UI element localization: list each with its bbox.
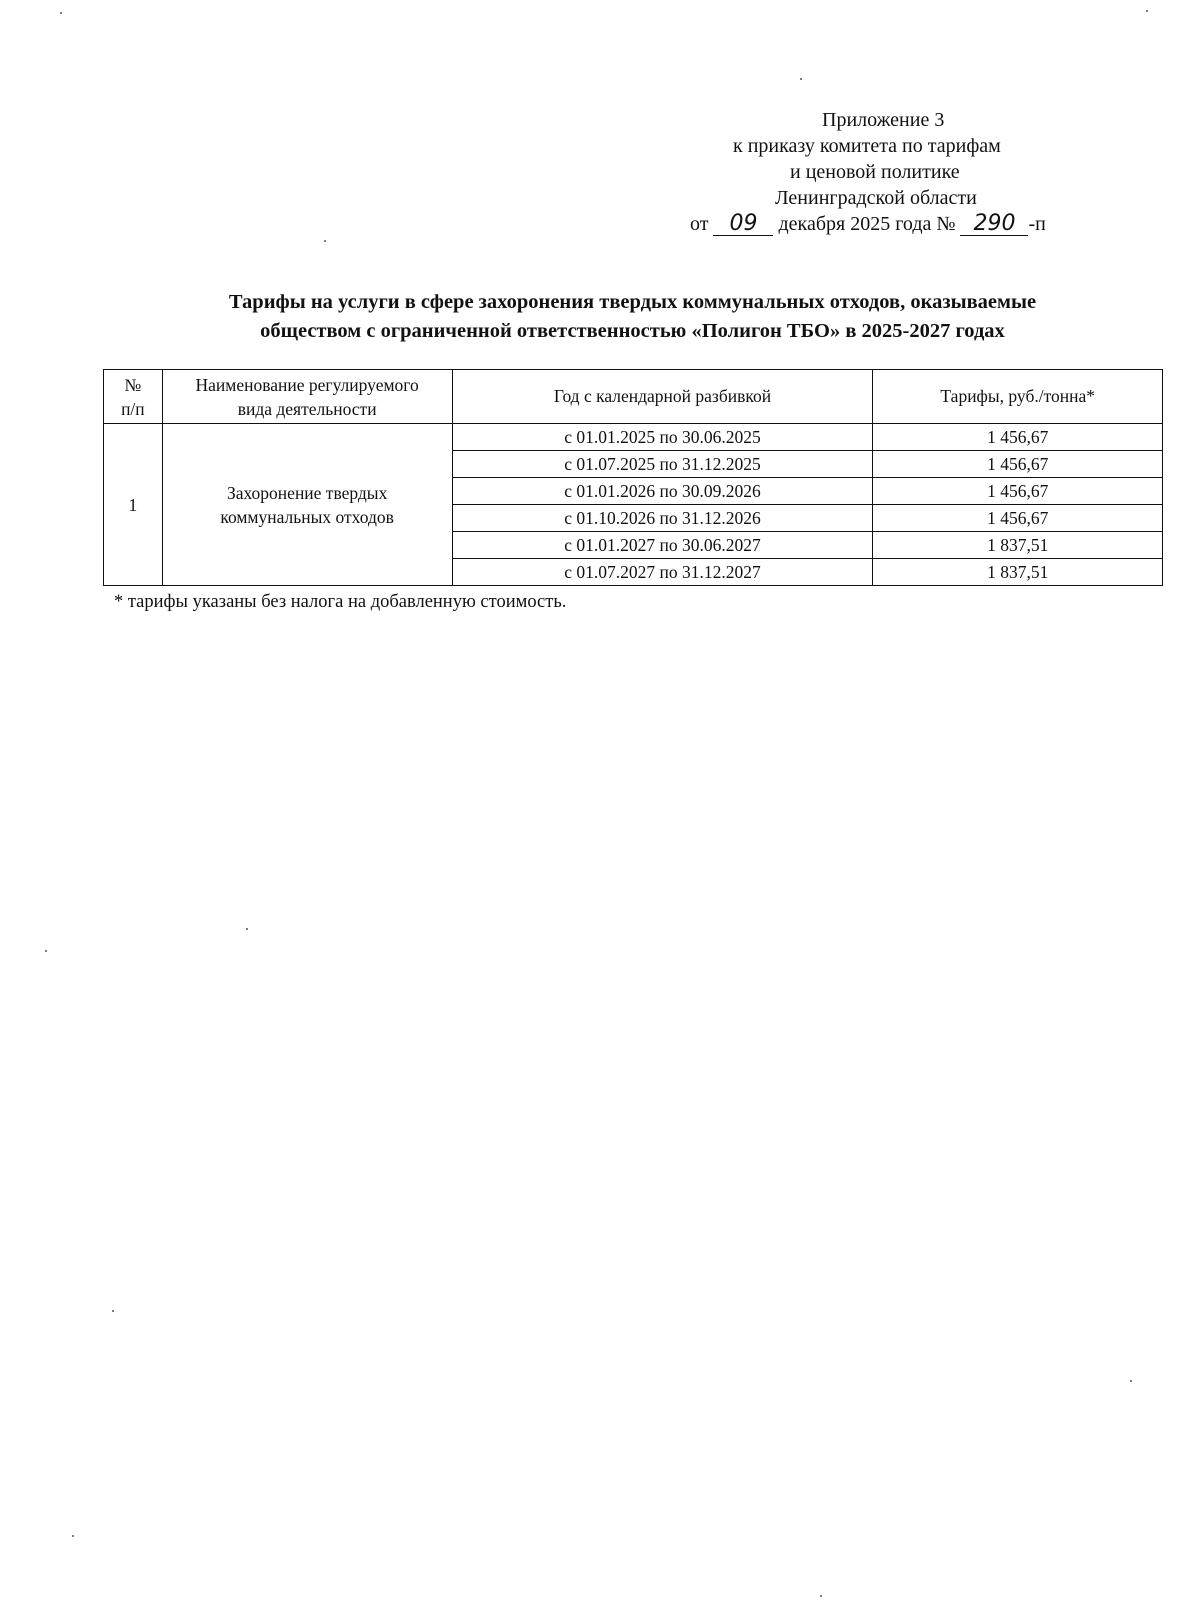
header-activity-line1: Наименование регулируемого <box>195 374 419 395</box>
activity-line2: коммунальных отходов <box>220 506 394 527</box>
scan-speck <box>246 928 248 930</box>
tariff-cell: 1 456,67 <box>873 505 1163 532</box>
header-tariff: Тарифы, руб./тонна* <box>873 370 1163 424</box>
scan-speck <box>60 12 62 14</box>
vat-footnote: * тарифы указаны без налога на добавленную стоимость. <box>114 592 567 612</box>
period-cell: с 01.07.2025 по 31.12.2025 <box>452 451 873 478</box>
table-row <box>104 424 1163 451</box>
row-number: 1 <box>104 424 163 586</box>
scan-speck <box>1146 10 1148 12</box>
tariff-table <box>103 369 1163 586</box>
period-cell: с 01.01.2026 по 30.09.2026 <box>452 478 873 505</box>
order-date-number <box>690 211 1046 237</box>
document-title <box>100 288 1165 346</box>
scan-speck <box>820 1595 822 1597</box>
header-number <box>104 370 163 424</box>
order-day-handwritten: 09 <box>713 213 773 236</box>
tariff-cell: 1 456,67 <box>873 424 1163 451</box>
order-number-handwritten: 290 <box>960 213 1028 236</box>
tariff-cell: 1 456,67 <box>873 478 1163 505</box>
header-period: Год с календарной разбивкой <box>452 370 873 424</box>
order-middle: декабря 2025 года № <box>778 213 956 235</box>
region-line: Ленинградской области <box>775 187 977 209</box>
tariff-cell: 1 837,51 <box>873 532 1163 559</box>
order-reference: к приказу комитета по тарифам <box>733 135 1001 157</box>
tariff-cell: 1 456,67 <box>873 451 1163 478</box>
period-cell: с 01.07.2027 по 31.12.2027 <box>452 559 873 586</box>
period-cell: с 01.01.2025 по 30.06.2025 <box>452 424 873 451</box>
scan-speck <box>324 240 326 242</box>
period-cell: с 01.10.2026 по 31.12.2026 <box>452 505 873 532</box>
header-activity-line2: вида деятельности <box>237 398 377 419</box>
order-suffix: -п <box>1028 213 1046 235</box>
scan-speck <box>72 1535 74 1537</box>
scan-speck <box>45 950 47 952</box>
committee-line: и ценовой политике <box>790 161 960 183</box>
scan-speck <box>112 1310 114 1312</box>
title-line-1: Тарифы на услуги в сфере захоронения твердых коммунальных отходов, оказываемые <box>228 291 1037 313</box>
header-number-label: п/п <box>121 398 145 419</box>
header-number-symbol: № <box>124 374 142 395</box>
appendix-label: Приложение 3 <box>822 109 945 131</box>
activity-name <box>162 424 452 586</box>
tariff-cell: 1 837,51 <box>873 559 1163 586</box>
scan-speck <box>1130 1380 1132 1382</box>
title-line-2: обществом с ограниченной ответственностью «Полигон ТБО» в 2025-2027 годах <box>260 320 1005 342</box>
scan-speck <box>800 78 802 80</box>
table-header-row <box>104 370 1163 424</box>
activity-line1: Захоронение твердых <box>226 482 388 503</box>
period-cell: с 01.01.2027 по 30.06.2027 <box>452 532 873 559</box>
order-prefix: от <box>690 213 709 235</box>
header-activity <box>162 370 452 424</box>
